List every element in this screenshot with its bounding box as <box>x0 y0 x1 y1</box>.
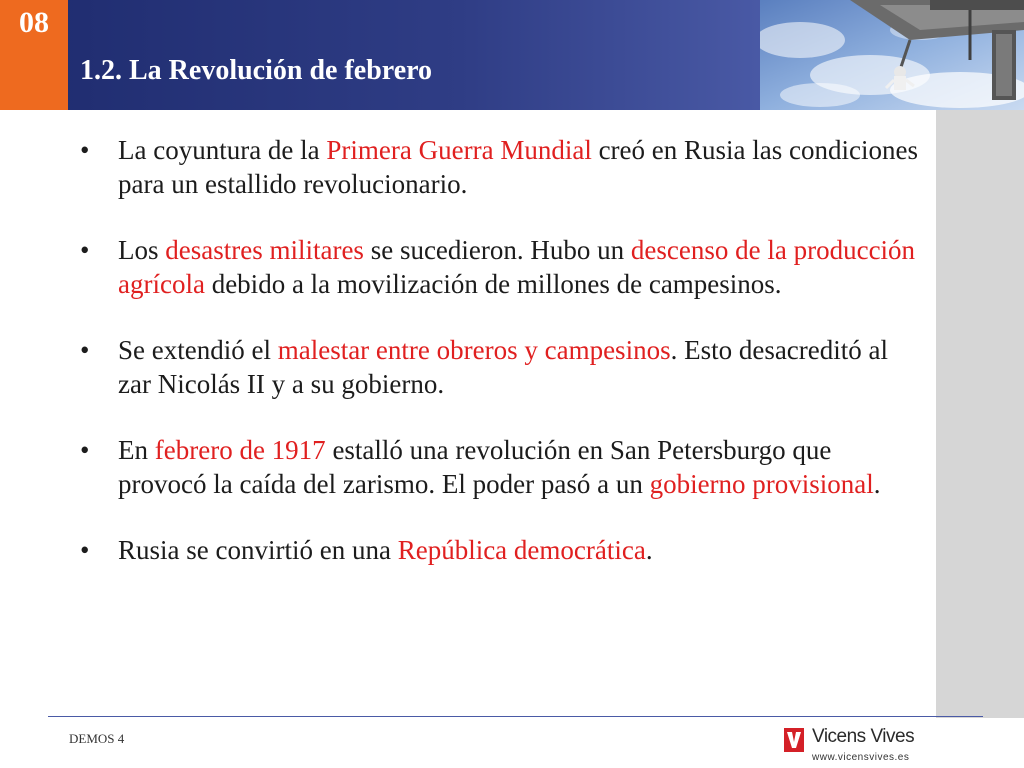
bullet-item <box>78 333 923 401</box>
bullet-item <box>78 233 923 301</box>
slide-number-badge <box>0 0 68 110</box>
text-run: . <box>645 535 653 565</box>
logo-name: Vicens Vives <box>812 726 915 747</box>
bullet-symbol: • <box>80 435 90 465</box>
bullet-symbol: • <box>80 235 90 265</box>
text-run: debido a la movilización de millones de campesinos. <box>204 269 782 299</box>
bullet-item <box>78 433 923 501</box>
text-run: Los <box>118 235 166 265</box>
bullet-text <box>118 233 923 301</box>
text-run: se sucedieron. Hubo un <box>363 235 631 265</box>
text-run: . Esto desacreditó al zar Nicolás II y a su gobierno. <box>118 335 889 399</box>
highlighted-text: desastres militares <box>165 235 364 265</box>
text-run: creó en Rusia las condiciones para un estallido revolucionario. <box>118 135 918 199</box>
highlighted-text: febrero de 1917 <box>154 435 326 465</box>
highlighted-text: descenso de la producción agrícola <box>118 235 916 299</box>
bullet-item <box>78 533 923 567</box>
highlighted-text: República democrática <box>397 535 646 565</box>
right-sidebar-band <box>936 110 1024 718</box>
highlighted-text: gobierno provisional <box>649 469 874 499</box>
bullet-symbol: • <box>80 535 90 565</box>
slide-title: 1.2. La Revolución de febrero <box>80 55 433 86</box>
vicens-vives-logo-icon <box>784 728 804 752</box>
bullet-symbol: • <box>80 135 90 165</box>
bullet-text <box>118 533 923 567</box>
footer-label: DEMOS 4 <box>69 731 125 746</box>
text-run: Rusia se convirtió en una <box>118 535 398 565</box>
publisher-logo <box>784 724 924 764</box>
bullet-text <box>118 133 923 201</box>
text-run: estalló una revolución en San Petersburgo que provocó la caída del zarismo. El poder pasó a un <box>118 435 832 499</box>
bullet-text <box>118 433 923 501</box>
text-run: . <box>873 469 881 499</box>
bullet-symbol: • <box>80 335 90 365</box>
highlighted-text: malestar entre obreros y campesinos <box>277 335 671 365</box>
bullet-text <box>118 333 923 401</box>
space-station-photo <box>760 0 1024 110</box>
text-run: En <box>118 435 155 465</box>
text-run: Se extendió el <box>118 335 278 365</box>
bullet-list <box>78 133 923 567</box>
slide-header <box>0 0 1024 110</box>
footer-divider <box>48 716 983 717</box>
text-run: La coyuntura de la <box>118 135 327 165</box>
bullet-item <box>78 133 923 201</box>
slide-number: 08 <box>19 6 49 39</box>
highlighted-text: Primera Guerra Mundial <box>326 135 592 165</box>
logo-url: www.vicensvives.es <box>812 752 910 763</box>
